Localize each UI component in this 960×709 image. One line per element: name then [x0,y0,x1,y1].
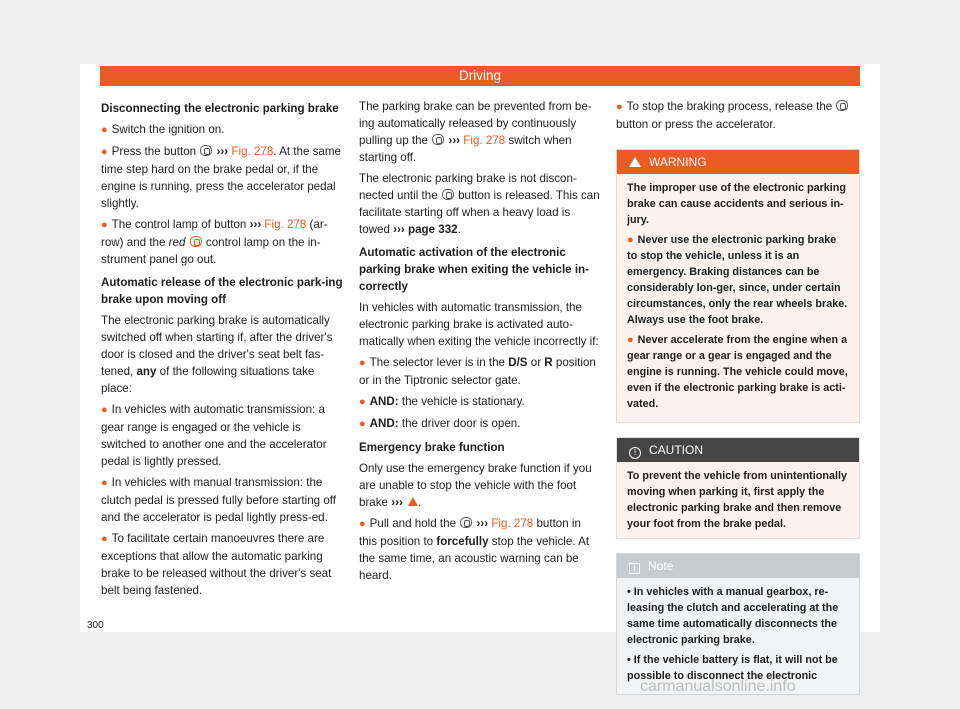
list-item: ● The control lamp of button ››› Fig. 278 (ar-row) and the red control lamp on the in-strument panel go out. [101,218,328,266]
bullet-icon: ● [101,404,108,416]
paragraph: The electronic parking brake is not discon-nected until the button is released. This can facilitate starting off when a heavy load is towed ››› page 332. [359,172,600,236]
list-item: ● Never accelerate from the engine when a gear range or a gear is engaged and the engine is running. The vehicle could move, even if the electronic parking brake is acti-vated. [627,334,848,410]
parking-brake-icon [432,134,444,145]
arrow-icon: ››› [448,134,461,147]
page-number: 300 [87,620,104,631]
paragraph: The electronic parking brake is automatically switched off when starting if, after the driver's door is closed and the driver's seat belt fas-tened, any of the following situations take place: [101,314,333,395]
page-link[interactable]: page 332 [408,223,458,236]
section-header: Driving [100,66,860,86]
list-item: • In vehicles with a manual gearbox, re-leasing the clutch and accelerating at the same time automatically disconnects the electronic parking brake. [627,586,839,646]
arrow-icon: ››› [391,496,403,509]
list-item: ● Pull and hold the ››› Fig. 278 button in this position to forcefully stop the vehicle. At the same time, an acoustic warning can be heard. [359,517,590,582]
warning-box [616,149,860,423]
paragraph: The parking brake can be prevented from be-ing automatically released by continuously pulling up the ››› Fig. 278 switch when starting off. [359,100,592,164]
note-header: i Note [617,554,859,578]
list-item: ● Never use the electronic parking brake to stop the vehicle, unless it is an emergency. Braking distances can be considerably lon-ger, since, under certain circumstances, only the rear wheels brake. Always use the foot brake. [627,234,848,326]
column-2 [359,98,602,588]
figure-link[interactable]: Fig. 278 [264,218,307,231]
paragraph: Only use the emergency brake function if you are unable to stop the vehicle with the foot brake ››› . [359,462,592,509]
arrow-icon: ››› [476,517,489,530]
figure-link[interactable]: Fig. 278 [463,134,506,147]
warning-icon [629,157,641,167]
bullet-icon: ● [359,418,366,430]
list-item: ● Press the button ››› Fig. 278. At the same time step hard on the brake pedal or, if the engine is running, press the accelerator pedal slightly. [101,145,341,210]
bullet-icon: ● [101,146,108,158]
column-1 [101,98,345,603]
figure-link[interactable]: Fig. 278 [491,517,534,530]
warning-icon[interactable] [408,497,418,506]
bullet-icon: ● [101,533,108,545]
caution-header: ! CAUTION [617,438,859,462]
parking-brake-red-icon [190,236,202,247]
bullet-icon: ● [359,518,366,530]
note-box [616,553,860,695]
list-item: ● Switch the ignition on. [101,123,225,136]
list-item: ● In vehicles with manual transmission: the clutch pedal is pressed fully before starting off and the accelerator is pedal lightly press-ed. [101,476,337,524]
parking-brake-icon [442,189,454,200]
column-3 [616,98,860,709]
bullet-icon: ● [101,124,108,136]
heading-disconnect: Disconnecting the electronic parking brake [101,102,339,115]
heading-auto-release: Automatic release of the electronic park-ing brake upon moving off [101,276,343,306]
list-item: • If the vehicle battery is flat, it will not be possible to disconnect the electronic [627,654,838,682]
bullet-icon: ● [101,477,108,489]
bullet-icon: ● [627,234,634,246]
list-item: ● AND: the vehicle is stationary. [359,395,525,408]
heading-emergency: Emergency brake function [359,441,505,454]
note-body [617,578,859,694]
bullet-icon: ● [359,396,366,408]
list-item: ● AND: the driver door is open. [359,417,521,430]
parking-brake-icon [460,517,472,528]
bullet-icon: ● [101,219,108,231]
list-item: ● To facilitate certain manoeuvres there are exceptions that allow the automatic parking brake to be released without the driver's seat belt being fastened. [101,532,332,597]
list-item: ● To stop the braking process, release the button or press the accelerator. [616,98,860,133]
info-icon: i [629,563,640,574]
list-item: ● The selector lever is in the D/S or R position or in the Tiptronic selector gate. [359,356,596,387]
caution-box [616,437,860,539]
heading-auto-activation: Automatic activation of the electronic parking brake when exiting the vehicle in-correctly [359,246,590,293]
warning-body: The improper use of the electronic parking brake can cause accidents and serious in-jury. ● Never use the electronic parking brake to stop the vehicle, unless it is an emergency. Braking distances can be considerably lon-ger, since, under certain circumstances, only the rear wheels brake. Always use the foot brake. ● Never accelerate from the engine when a gear range or a gear is engaged and the engine is running. The vehicle could move, even if the electronic parking brake is acti-vated. [617,174,859,422]
caution-body: To prevent the vehicle from unintentionally moving when parking it, first apply the electronic parking brake and then remove your foot from the brake pedal. [617,462,859,538]
parking-brake-icon [836,100,848,111]
watermark: carmanualsonline.info [640,678,796,695]
paragraph: In vehicles with automatic transmission, the electronic parking brake is activated auto-matically when exiting the vehicle incorrectly if: [359,301,599,348]
caution-icon: ! [629,447,641,459]
figure-link[interactable]: Fig. 278 [231,145,274,158]
list-item: ● In vehicles with automatic transmission: a gear range is engaged or the vehicle is switched to another one and the accelerator pedal is lightly pressed. [101,403,327,468]
arrow-icon: ››› [216,145,229,158]
bullet-icon: ● [627,334,634,346]
warning-header: WARNING [617,150,859,174]
arrow-icon: ››› [393,223,405,236]
parking-brake-icon [200,145,212,156]
arrow-icon: ››› [249,218,262,231]
bullet-icon: ● [616,101,623,113]
bullet-icon: ● [359,357,366,369]
